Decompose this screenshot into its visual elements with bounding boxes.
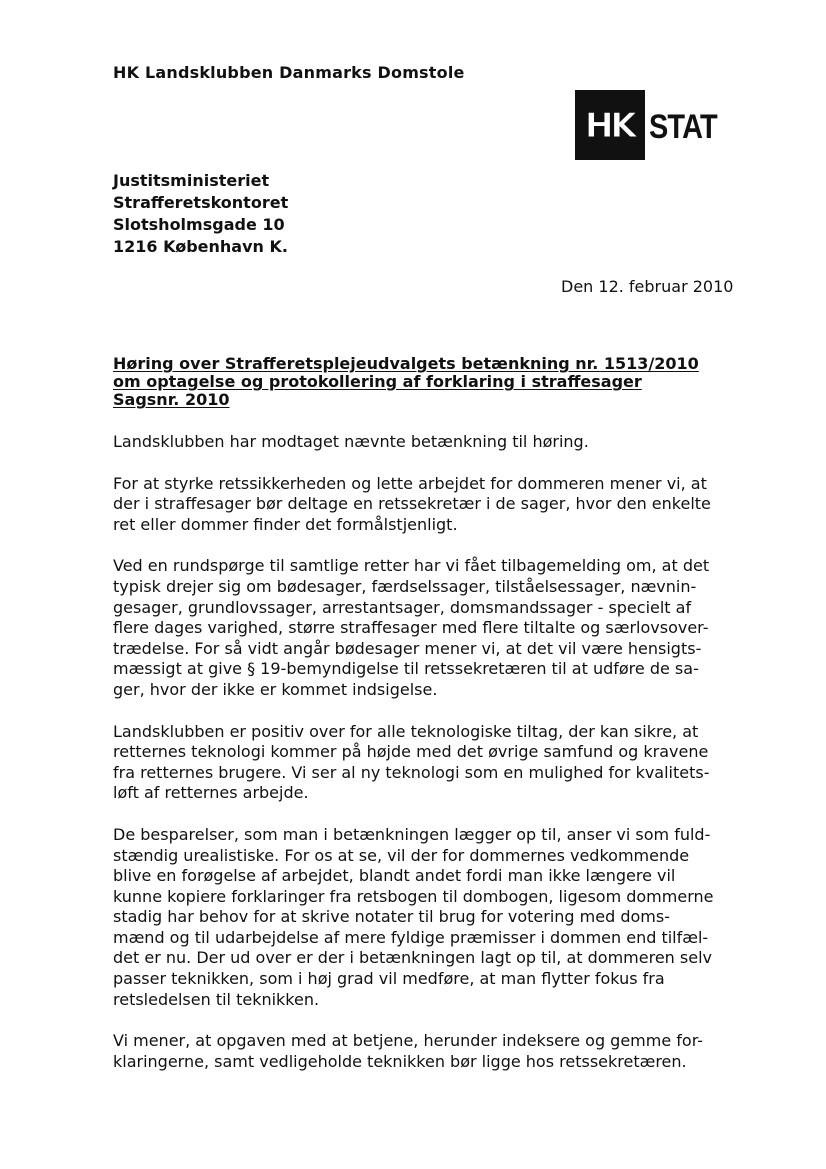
paragraph-line: stændig urealistiske. For os at se, vil der for dommernes vedkommende [113,845,690,865]
paragraph-line: ger, hvor der ikke er kommet indsigelse. [113,679,438,699]
hk-stat-logo [575,90,725,160]
paragraph-line: passer teknikken, som i høj grad vil medføre, at man flytter fokus fra [113,969,665,989]
paragraph-line: blive en forøgelse af arbejdet, blandt andet fordi man ikke længere vil [113,866,676,886]
subject-line: Sagsnr. 2010 [113,390,230,409]
paragraph-line: løft af retternes arbejde. [113,783,309,803]
paragraph-line: Vi mener, at opgaven med at betjene, herunder indeksere og gemme for- [113,1031,704,1051]
letter-date: Den 12. februar 2010 [561,277,734,296]
paragraph-line: typisk drejer sig om bødesager, færdselssager, tilståelsessager, nævnin- [113,576,697,596]
paragraph-line: der i straffesager bør deltage en retssekretær i de sager, hvor den enkelte [113,494,711,514]
paragraph-line: De besparelser, som man i betænkningen lægger op til, anser vi som fuld- [113,824,711,844]
body-paragraph [113,474,753,536]
body-paragraph [113,1031,753,1072]
paragraph-line: Landsklubben er positiv over for alle teknologiske tiltag, der kan sikre, at [113,721,699,741]
paragraph-line: flere dages varighed, større straffesager med flere tiltalte og særlovsover- [113,618,709,638]
paragraph-line: Ved en rundspørge til samtlige retter har vi fået tilbagemelding om, at det [113,556,710,576]
paragraph-line: trædelse. For så vidt angår bødesager mener vi, at det vil være hensigts- [113,638,702,658]
letter-body [113,432,753,1093]
recipient-address [113,170,288,258]
recipient-line: Slotsholmsgade 10 [113,215,285,234]
paragraph-line: stadig har behov for at skrive notater til brug for votering med doms- [113,907,670,927]
paragraph-line: For at styrke retssikkerheden og lette arbejdet for dommeren mener vi, at [113,473,707,493]
paragraph-line: ret eller dommer finder det formålstjenligt. [113,514,458,534]
body-paragraph [113,556,753,700]
paragraph-line: klaringerne, samt vedligeholde teknikken bør ligge hos retssekretæren. [113,1051,687,1071]
subject-line: om optagelse og protokollering af forklaring i straffesager [113,372,642,391]
body-paragraph [113,722,753,804]
logo-mark-text: HK [585,106,634,146]
logo-word: STAT [649,108,717,146]
paragraph-line: fra retternes brugere. Vi ser al ny teknologi som en mulighed for kvalitets- [113,762,710,782]
paragraph-line: retternes teknologi kommer på højde med det øvrige samfund og kravene [113,742,709,762]
paragraph-line: mæssigt at give § 19-bemyndigelse til retssekretæren til at udføre de sa- [113,659,699,679]
body-paragraph [113,432,753,453]
subject-heading [113,355,699,409]
sender-name: HK Landsklubben Danmarks Domstole [113,63,465,82]
recipient-line: Justitsministeriet [113,171,270,190]
hk-logo-mark [575,90,645,160]
paragraph-line: mænd og til udarbejdelse af mere fyldige præmisser i dommen end tilfæl- [113,927,709,947]
paragraph-line: det er nu. Der ud over er der i betænkningen lagt op til, at dommeren selv [113,948,712,968]
recipient-line: 1216 København K. [113,237,288,256]
paragraph-line: retsledelsen til teknikken. [113,989,320,1009]
subject-line: Høring over Strafferetsplejeudvalgets betænkning nr. 1513/2010 [113,354,699,373]
recipient-line: Strafferetskontoret [113,193,289,212]
body-paragraph [113,825,753,1010]
paragraph-line: Landsklubben har modtaget nævnte betænkning til høring. [113,432,589,451]
paragraph-line: gesager, grundlovssager, arrestantsager, domsmandssager - specielt af [113,597,692,617]
paragraph-line: kunne kopiere forklaringer fra retsbogen til dombogen, ligesom dommerne [113,886,714,906]
